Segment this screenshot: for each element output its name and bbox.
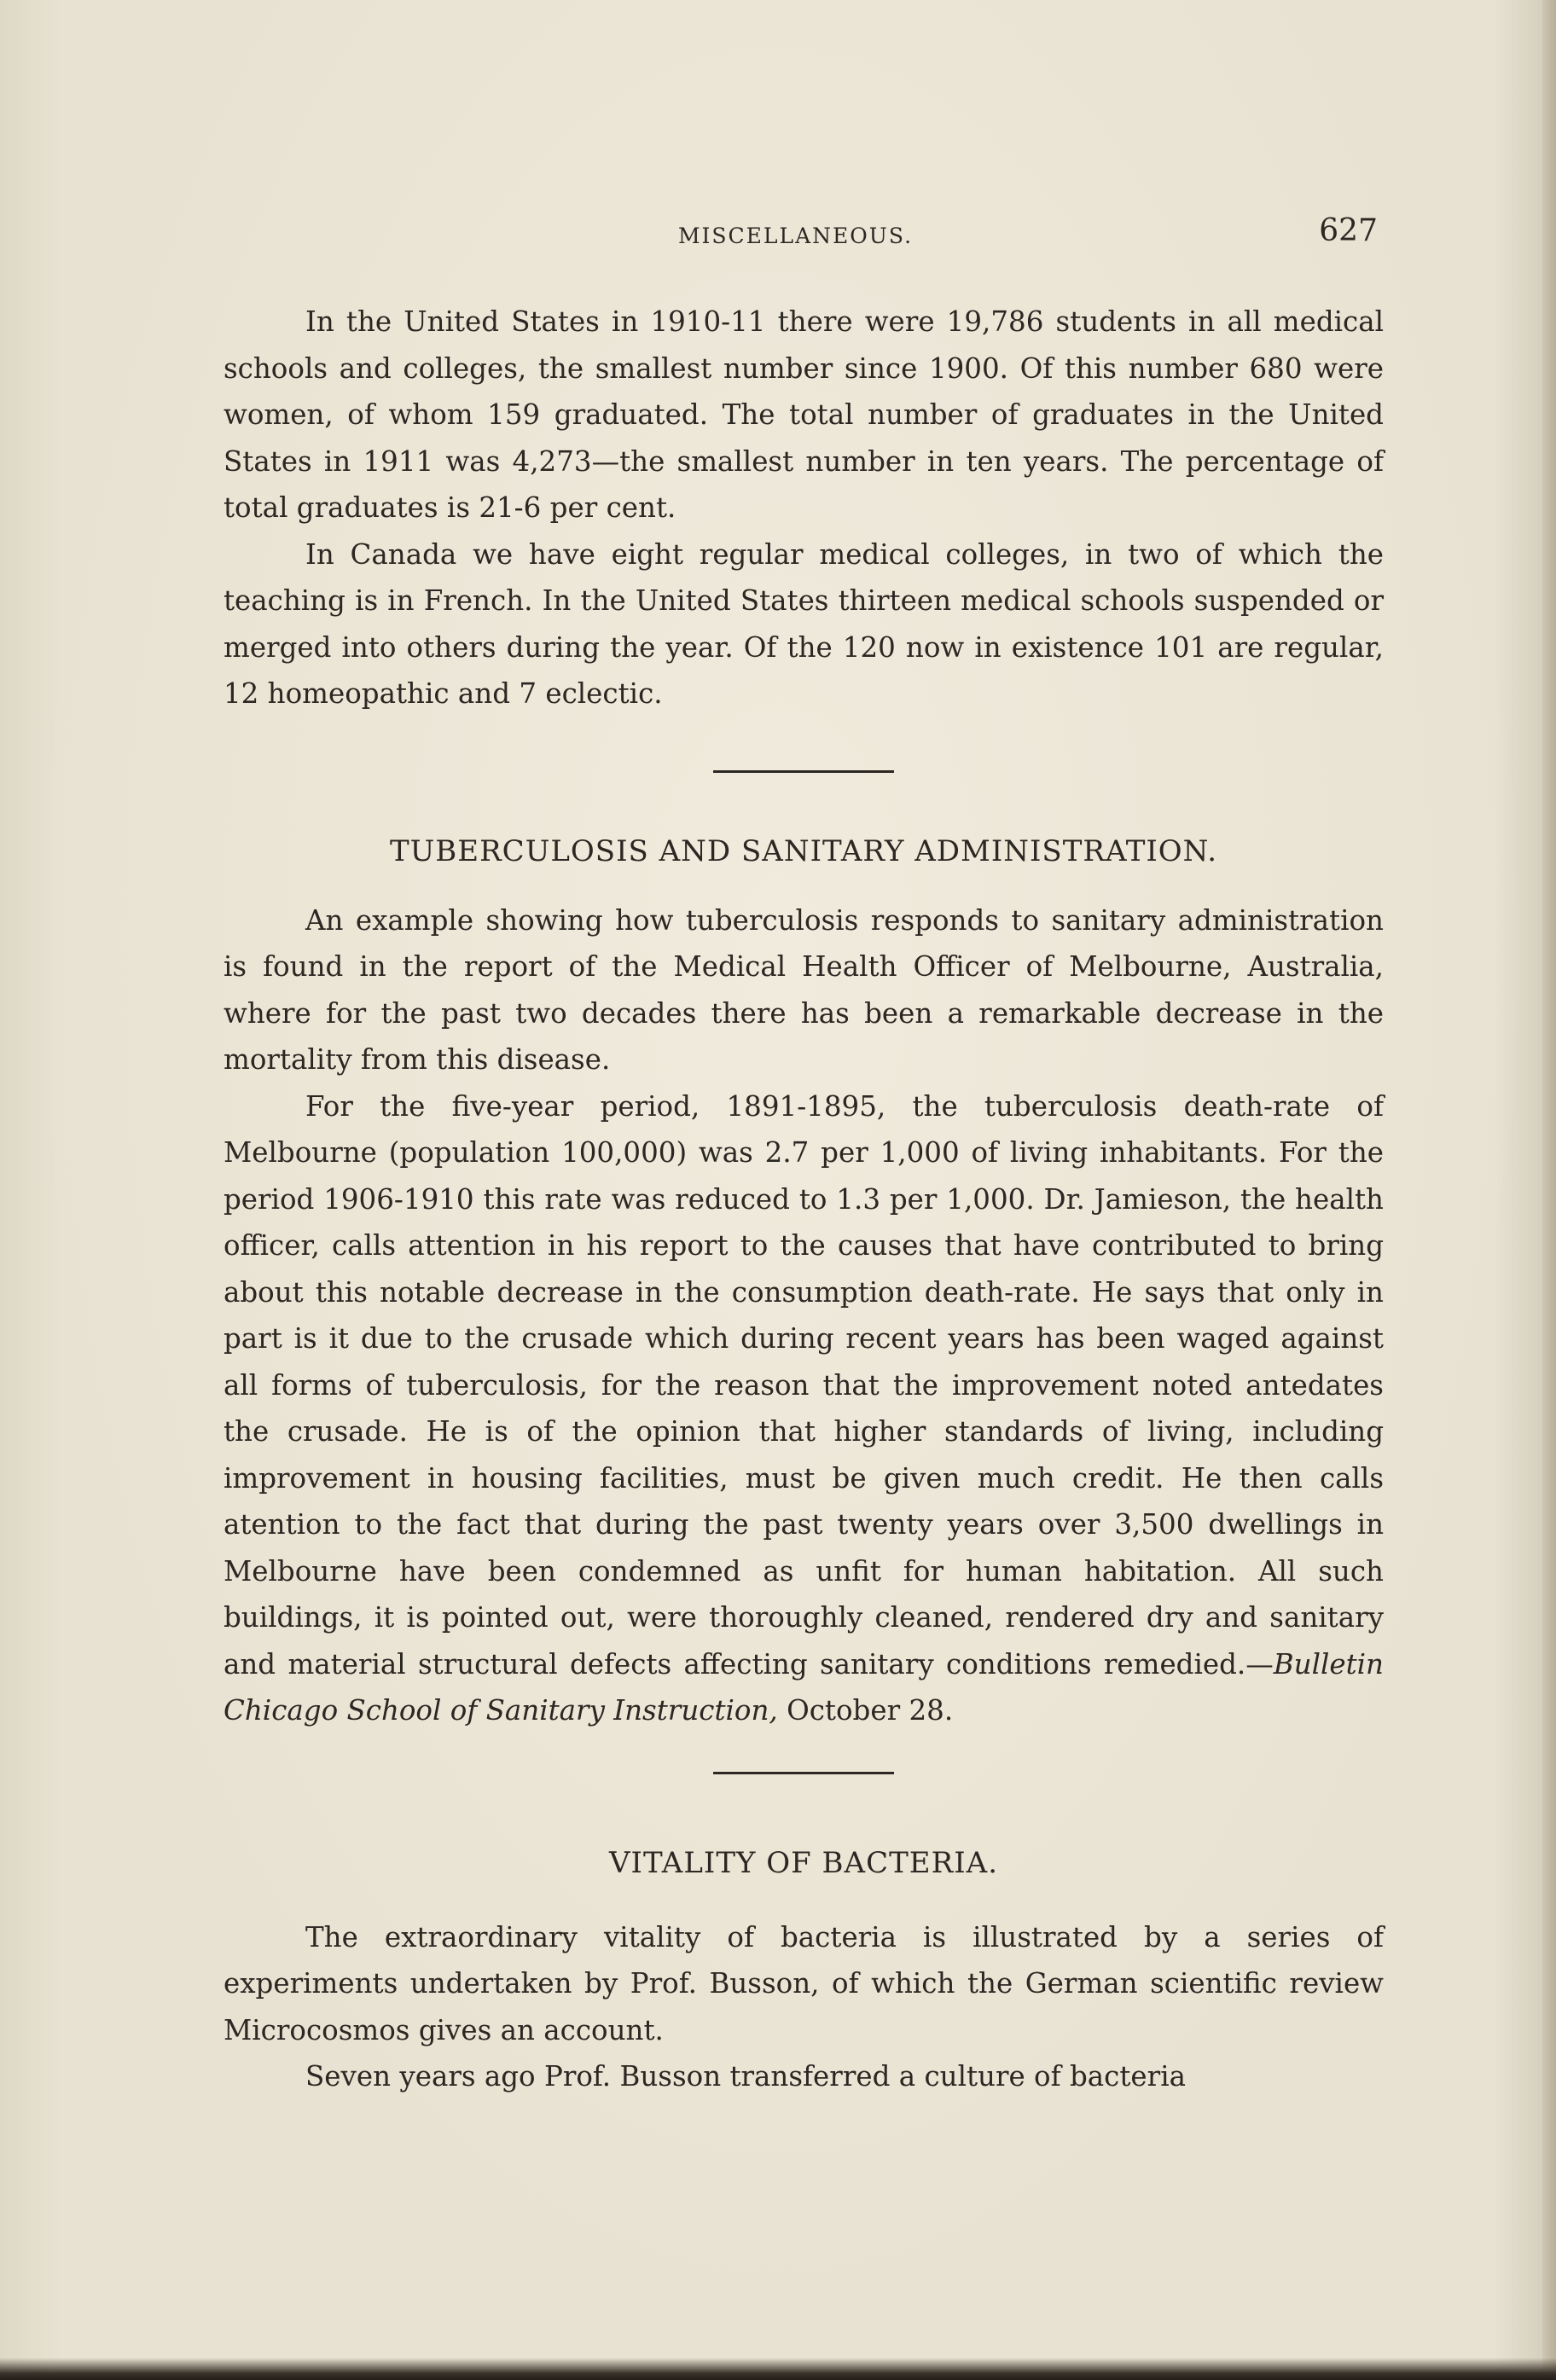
tuberculosis-paragraph-2 [224, 1083, 1384, 1734]
page-edge-right [1542, 0, 1556, 2380]
tuberculosis-paragraph-1: An example showing how tuberculosis responds to sanitary administration is found in the report of the Medical Health Officer of Melbourne, Australia, where for the past two decades there has been a remarkable decrease in the mortality from this disease. [224, 903, 1384, 1076]
citation-date: October 28. [777, 1694, 954, 1727]
bacteria-heading: VITALITY OF BACTERIA. [608, 1845, 998, 1880]
tuberculosis-heading: TUBERCULOSIS AND SANITARY ADMINISTRATION. [389, 833, 1218, 868]
running-header [213, 213, 1378, 261]
section-divider [713, 1772, 894, 1774]
page-number: 627 [1319, 213, 1378, 248]
section-divider [713, 770, 894, 773]
intro-paragraph-2: In Canada we have eight regular medical colleges, in two of which the teaching is in French. In the United States thirteen medical schools suspended or merged into others during the year. Of the 120 now in existence 101 are regular, 12 homeopathic and 7 eclectic. [224, 537, 1384, 710]
tuberculosis-paragraph-2-text: For the five-year period, 1891-1895, the tuberculosis death-rate of Melbourne (population 100,000) was 2.7 per 1,000 of living inhabitants. For the period 1906-1910 this rate was reduced to 1.3 per 1,000. Dr. Jamieson, the health officer, calls attention in his report to the causes that have contributed to bring about this notable decrease in the consumption death-rate. He says that only in part is it due to the crusade which during recent years has been waged against all forms of tuberculosis, for the reason that the improvement noted antedates the crusade. He is of the opinion that higher standards of living, including improvement in housing facilities, must be given much credit. He then calls atention to the fact that during the past twenty years over 3,500 dwellings in Melbourne have been condemned as unfit for human habitation. All such buildings, it is pointed out, were thoroughly cleaned, rendered dry and sanitary and material structural defects affecting sanitary conditions remedied.— [224, 1089, 1384, 1681]
body-text [224, 299, 1384, 2100]
citation-source: Bulletin Chicago School of Sanitary Instruction, [224, 1647, 1384, 1727]
running-title: MISCELLANEOUS. [677, 223, 914, 248]
page-edge-bottom [0, 2358, 1556, 2380]
intro-paragraph-1: In the United States in 1910-11 there were 19,786 students in all medical schools and colleges, the smallest number since 1900. Of this number 680 were women, of whom 159 graduated. The total number of graduates in the United States in 1911 was 4,273—the smallest number in ten years. The percentage of total graduates is 21-6 per cent. [224, 305, 1384, 524]
bacteria-paragraph-2: Seven years ago Prof. Busson transferred a culture of bacteria [305, 2060, 1186, 2093]
bacteria-paragraph-1: The extraordinary vitality of bacteria is illustrated by a series of experiments undertaken by Prof. Busson, of which the German scientific review Microcosmos gives an account. [224, 1920, 1384, 2046]
